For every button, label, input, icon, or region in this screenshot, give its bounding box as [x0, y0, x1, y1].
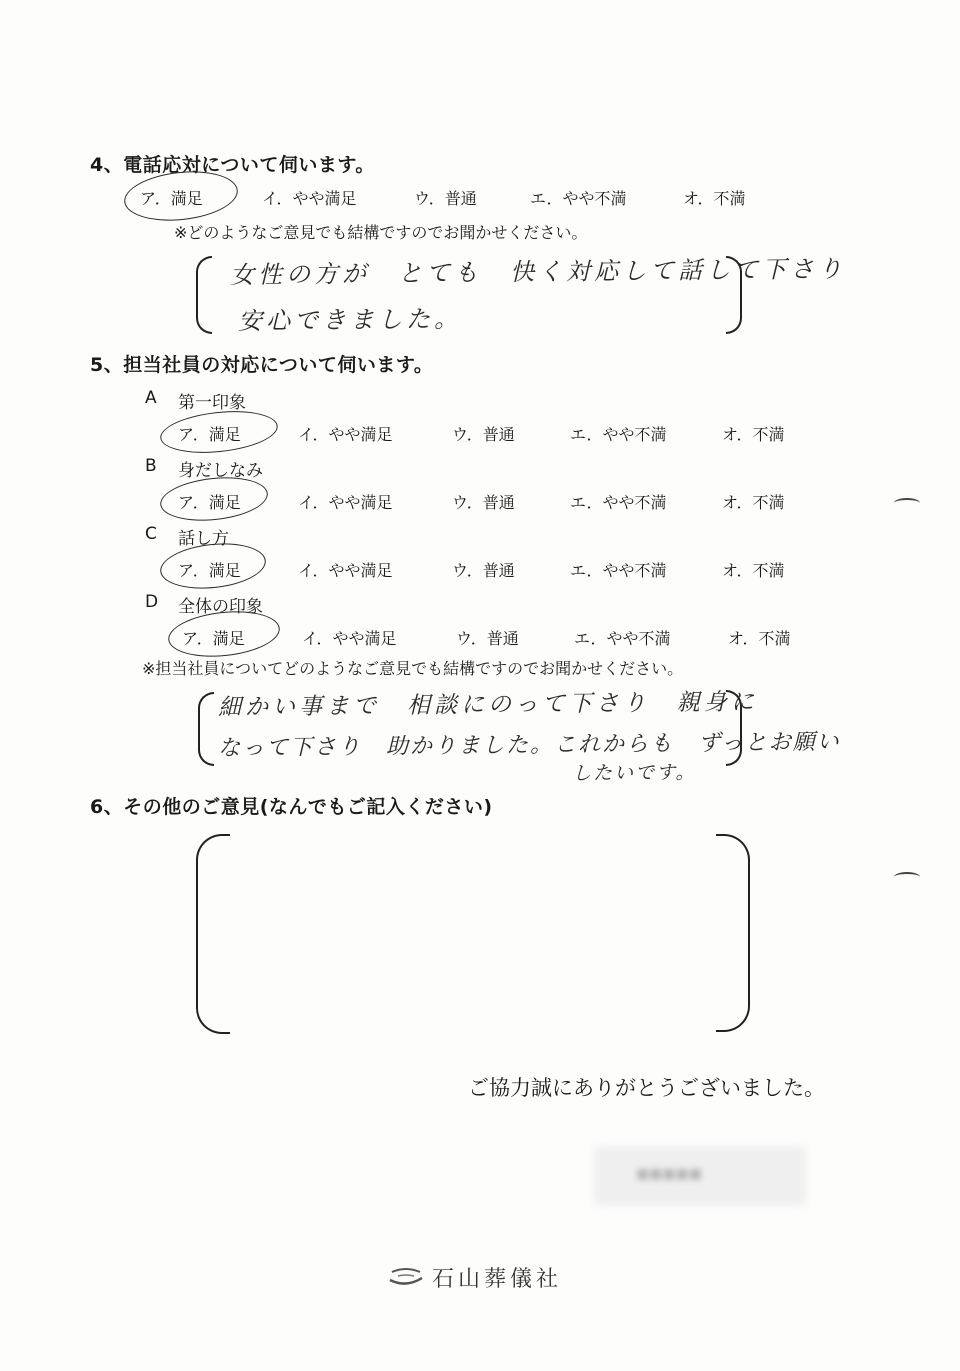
q5-item-d-option-3: ウ．普通 [456, 629, 519, 648]
q5-item-c-option-3: ウ．普通 [452, 561, 515, 580]
q5-note: ※担当社員についてどのようなご意見でも結構ですのでお聞かせください。 [142, 659, 684, 678]
thanks-message: ご協力誠にありがとうございました。 [468, 1076, 825, 1100]
q4-comment-line-1: 女性の方が とても 快く対応して話して下さり [229, 254, 847, 290]
q5-item-b-letter: B [145, 456, 157, 476]
q4-option-3: ウ．普通 [414, 189, 477, 208]
q4-option-1: ア．満足 [140, 189, 203, 208]
q5-item-b-option-2: イ．やや満足 [298, 493, 393, 512]
q5-item-d-letter: D [145, 592, 159, 612]
q4-comment-line-2: 安心できました。 [237, 304, 463, 336]
q5-item-c-option-4: エ．やや不満 [570, 561, 667, 580]
q5-item-b-option-5: オ．不満 [722, 493, 785, 512]
q5-item-a-option-5: オ．不満 [722, 425, 785, 444]
logo-mark-icon [386, 1262, 426, 1292]
q5-comment-line-1: 細かい事まで 相談にのって下さり 親身に [217, 689, 758, 721]
q4-note: ※どのようなご意見でも結構ですのでお聞かせください。 [174, 223, 588, 242]
q4-title: 4、電話応対について伺います。 [90, 154, 375, 176]
punch-hole-mark-bottom [894, 872, 920, 882]
q5-item-a-selection-circle [158, 406, 280, 458]
company-name: 石山葬儀社 [432, 1267, 563, 1292]
q5-item-c-option-5: オ．不満 [722, 561, 785, 580]
q5-item-d-option-5: オ．不満 [728, 629, 791, 648]
q5-item-a-option-4: エ．やや不満 [570, 425, 667, 444]
q5-item-d-label: 全体の印象 [178, 597, 263, 617]
company-logo [386, 1262, 426, 1296]
q5-item-a-option-2: イ．やや満足 [298, 425, 393, 444]
q6-comment-bracket-right [716, 834, 750, 1032]
q5-comment-line-3: したいです。 [571, 761, 697, 785]
punch-hole-mark-top [894, 498, 920, 508]
q5-item-b-label: 身だしなみ [178, 461, 263, 481]
q6-comment-bracket-left [196, 834, 230, 1034]
redacted-name: ■■■■■ [636, 1166, 703, 1182]
q5-item-b-option-1: ア．満足 [178, 493, 241, 512]
q5-item-c-label: 話し方 [178, 529, 229, 549]
q5-item-a-option-3: ウ．普通 [452, 425, 515, 444]
q5-item-a-option-1: ア．満足 [178, 425, 241, 444]
q5-item-b-option-3: ウ．普通 [452, 493, 515, 512]
q5-item-b-option-4: エ．やや不満 [570, 493, 667, 512]
q5-item-d-option-2: イ．やや満足 [302, 629, 397, 648]
q5-title: 5、担当社員の対応について伺います。 [90, 354, 434, 376]
q4-option-4: エ．やや不満 [530, 189, 627, 208]
q4-option-2: イ．やや満足 [262, 189, 357, 208]
q5-item-c-option-1: ア．満足 [178, 561, 241, 580]
q5-item-b-selection-circle [158, 472, 270, 525]
q6-title: 6、その他のご意見(なんでもご記入ください) [90, 796, 493, 818]
q5-item-a-letter: A [145, 388, 157, 408]
q5-item-c-option-2: イ．やや満足 [298, 561, 393, 580]
q5-item-c-letter: C [145, 524, 157, 544]
q5-item-d-option-4: エ．やや不満 [574, 629, 671, 648]
q5-item-c-selection-circle [158, 539, 268, 594]
q5-comment-line-2: なって下さり 助かりました。これからも ずっとお願い [217, 729, 841, 762]
q4-option-5: オ．不満 [683, 189, 746, 208]
q5-item-d-option-1: ア．満足 [182, 629, 245, 648]
q4-comment-bracket-left [196, 256, 212, 334]
q5-comment-bracket-left [198, 692, 214, 766]
q5-item-a-label: 第一印象 [178, 393, 246, 413]
